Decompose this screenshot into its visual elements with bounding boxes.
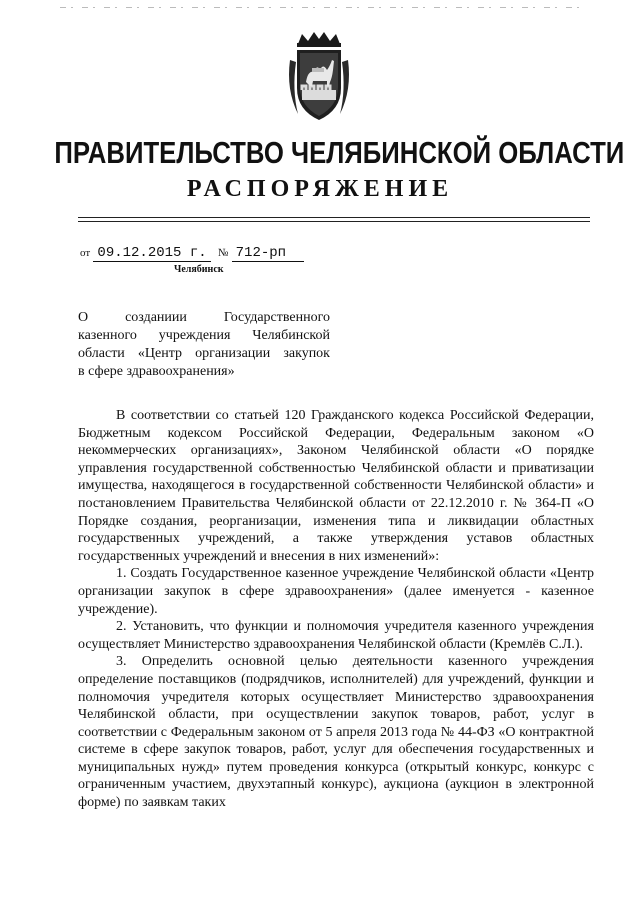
government-title: ПРАВИТЕЛЬСТВО ЧЕЛЯБИНСКОЙ ОБЛАСТИ bbox=[54, 135, 625, 170]
document-subject bbox=[78, 309, 330, 381]
number-label: № bbox=[217, 247, 229, 259]
subject-line: в сфере здравоохранения» bbox=[78, 364, 235, 379]
document-number: 712-рп bbox=[232, 245, 304, 262]
preamble-paragraph: В соответствии со статьей 120 Гражданского кодекса Российской Федерации, Бюджетным кодексом Российской Федерации, Федеральным законом «О некоммерческих организациях», Законом Челябинской области «О порядке управления государственной собственностью Челябинской области и приватизации имущества, находящегося в государственной собственности Челябинской области» и постановлением Правительства Челябинской области от 22.12.2010 г. № 364-П «О Порядке создания, реорганизации, изменения типа и ликвидации областных государственных учреждений, а также утверждения уставов областных государственных учреждений и внесения в них изменений»: bbox=[78, 408, 594, 564]
date-label: от bbox=[80, 247, 91, 259]
header-rule-top bbox=[78, 217, 590, 218]
item-2-paragraph: 2. Установить, что функции и полномочия учредителя казенного учреждения осуществляет Министерство здравоохранения Челябинской области (Кремлёв С.Л.). bbox=[78, 619, 594, 652]
subject-line: казенного учреждения Челябинской bbox=[78, 328, 330, 343]
subject-line: О созданиии Государственного bbox=[78, 310, 330, 325]
chelyabinsk-coat-of-arms-icon bbox=[286, 30, 352, 124]
header-rule-bottom bbox=[78, 221, 590, 222]
subject-line: области «Центр организации закупок bbox=[78, 346, 330, 361]
item-3-paragraph: 3. Определить основной целью деятельности казенного учреждения определение поставщиков (подрядчиков, исполнителей) для учреждений, функции и полномочия учредителя которых осуществляет Министерство здравоохранения Челябинской области, при осуществлении закупок товаров, работ, услуг в соответствии с Федеральным законом от 5 апреля 2013 года № 44-ФЗ «О контрактной системе в сфере закупок товаров, работ, услуг для обеспечения государственных и муниципальных нужд» путем проведения конкурса (открытый конкурс, конкурс с ограниченным участием, двухэтапный конкурс), аукциона (аукцион в электронной форме) по заявкам таких bbox=[78, 654, 594, 811]
document-type: РАСПОРЯЖЕНИЕ bbox=[186, 176, 454, 202]
registration-line bbox=[80, 244, 304, 261]
city-name: Челябинск bbox=[174, 264, 224, 275]
scan-artifact bbox=[60, 6, 580, 9]
document-date: 09.12.2015 г. bbox=[93, 245, 210, 262]
item-1-paragraph: 1. Создать Государственное казенное учреждение Челябинской области «Центр организации закупок в сфере здравоохранения» (далее именуется - казенное учреждение). bbox=[78, 566, 594, 617]
document-body bbox=[78, 407, 594, 812]
